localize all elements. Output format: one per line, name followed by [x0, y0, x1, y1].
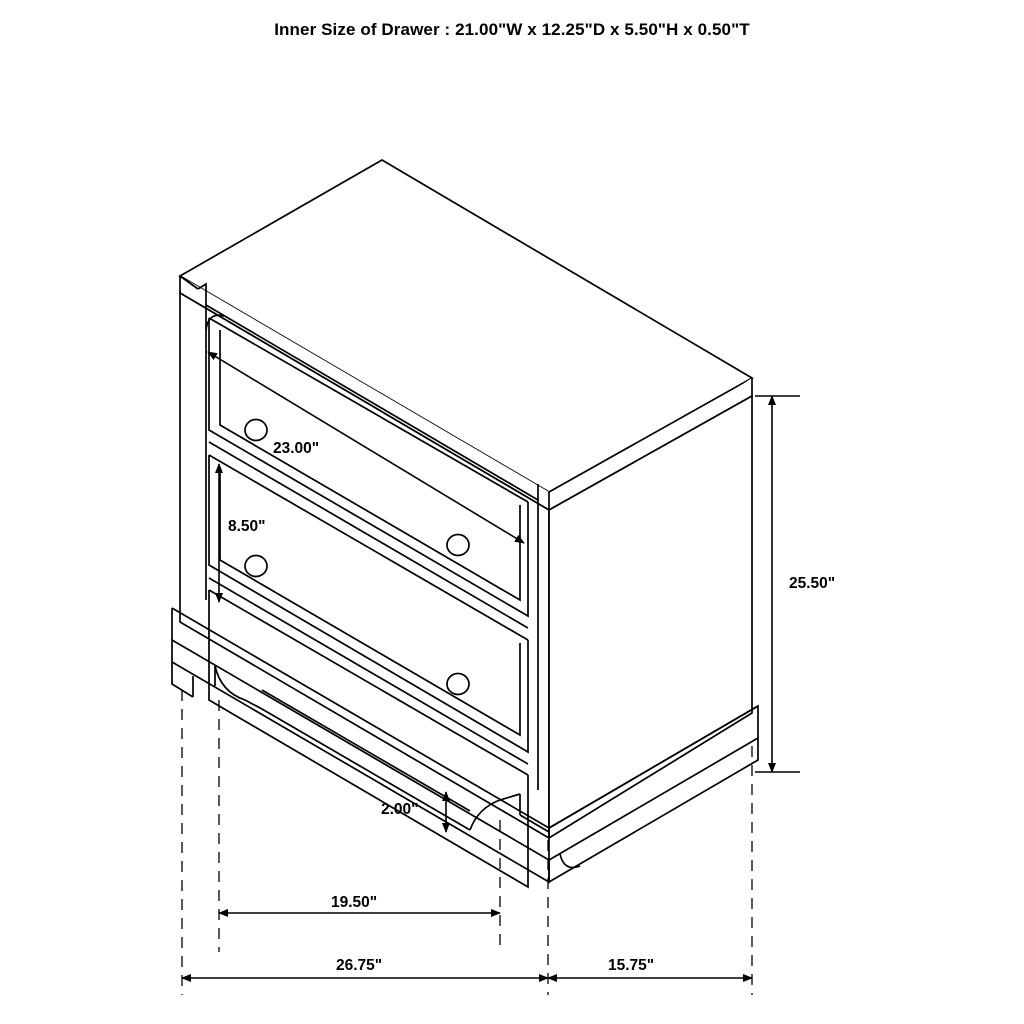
- dimension-label-overall-height: 25.50": [789, 575, 836, 592]
- dimension-label-drawer-width: 23.00": [273, 440, 320, 457]
- dimension-label-drawer-height: 8.50": [228, 518, 266, 535]
- dimension-label-side-depth: 15.75": [608, 957, 655, 974]
- dimension-label-front-width: 26.75": [336, 957, 383, 974]
- page-title: Inner Size of Drawer : 21.00"W x 12.25"D x 5.50"H x 0.50"T: [274, 20, 750, 39]
- dimension-label-base-clearance: 2.00": [381, 801, 419, 818]
- dimension-label-leg-span: 19.50": [331, 894, 378, 911]
